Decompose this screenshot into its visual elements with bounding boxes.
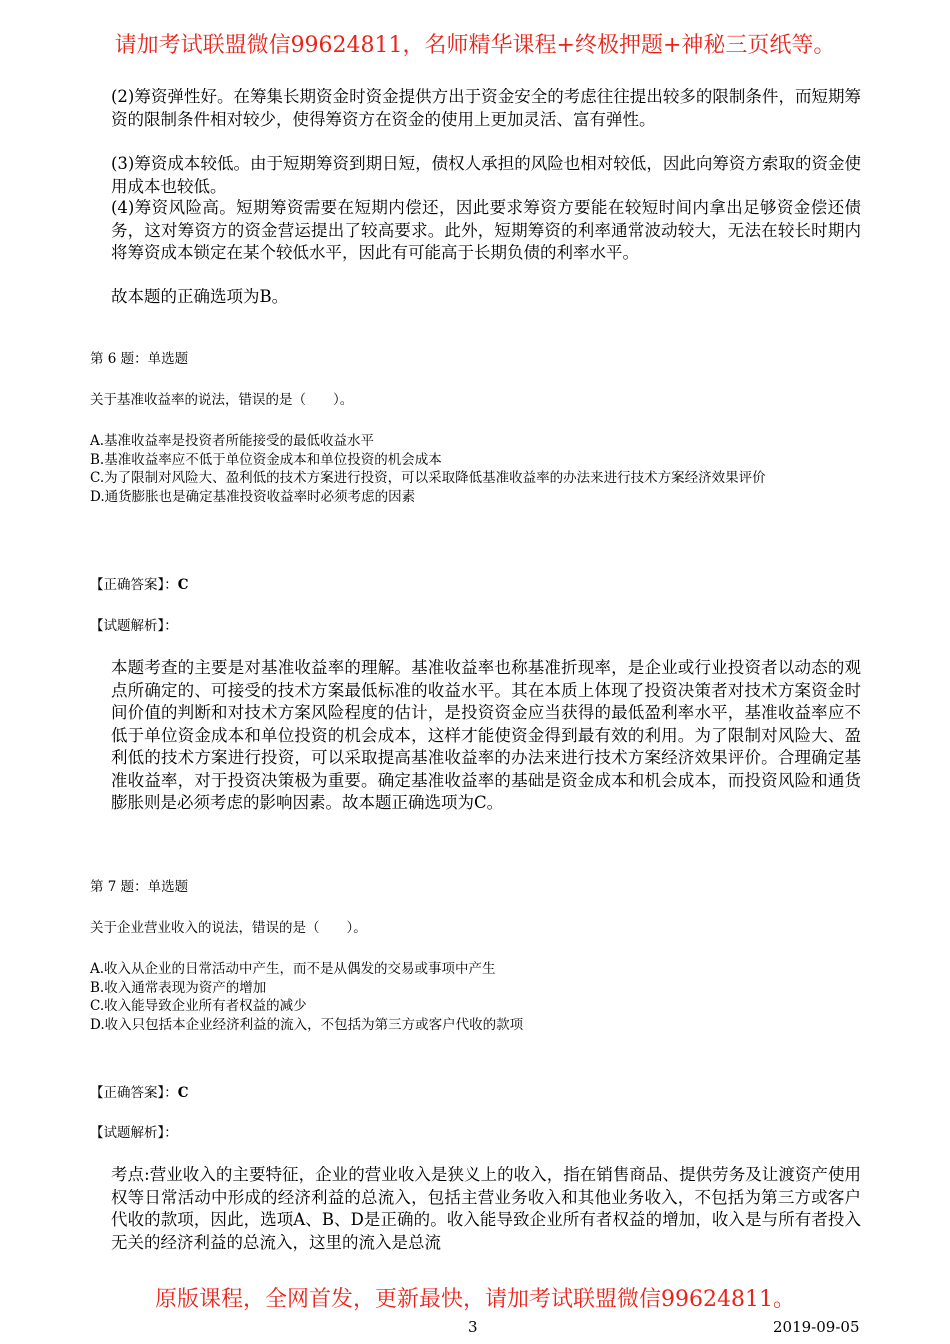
q7-option-c: C.收入能导致企业所有者权益的减少 [90, 998, 307, 1014]
page-number: 3 [468, 1318, 478, 1336]
q6-options [90, 432, 880, 506]
q6-header: 第 6 题：单选题 [90, 351, 189, 367]
q6-option-c: C.为了限制对风险大、盈利低的技术方案进行投资，可以采取降低基准收益率的办法来进行技术方案经济效果评价 [90, 470, 766, 486]
q6-answer-value: C [177, 577, 189, 593]
q7-header: 第 7 题：单选题 [90, 879, 189, 895]
q7-option-a: A.收入从企业的日常活动中产生，而不是从偶发的交易或事项中产生 [90, 961, 496, 977]
bottom-promo-banner: 原版课程，全网首发，更新最快，请加考试联盟微信99624811。 [155, 1287, 795, 1312]
q7-stem: 关于企业营业收入的说法，错误的是（ ）。 [90, 920, 367, 936]
prev-explanation-p3: (3)筹资成本较低。由于短期筹资到期日短，债权人承担的风险也相对较低，因此向筹资方索取的资金使用成本也较低。 [111, 154, 861, 196]
q6-answer-label: 【正确答案】： [90, 577, 178, 593]
q6-option-a: A.基准收益率是投资者所能接受的最低收益水平 [90, 433, 375, 449]
prev-explanation-p2: (2)筹资弹性好。在筹集长期资金时资金提供方出于资金安全的考虑往往提出较多的限制条件，而短期筹资的限制条件相对较少，使得筹资方在资金的使用上更加灵活、富有弹性。 [111, 87, 861, 129]
q7-option-d: D.收入只包括本企业经济利益的流入，不包括为第三方或客户代收的款项 [90, 1016, 524, 1033]
q7-answer [90, 1084, 870, 1103]
q7-analysis-label: 【试题解析】： [90, 1125, 178, 1141]
top-promo-banner: 请加考试联盟微信99624811，名师精华课程+终极押题+神秘三页纸等。 [114, 33, 836, 58]
q6-stem: 关于基准收益率的说法，错误的是（ ）。 [90, 392, 354, 408]
q6-analysis: 本题考查的主要是对基准收益率的理解。基准收益率也称基准折现率，是企业或行业投资者以动态的观点所确定的、可接受的技术方案最低标准的收益水平。其在本质上体现了投资决策者对技术方案资金时间价值的判断和对技术方案风险程度的估计，是投资资金应当获得的最低盈利率水平，基准收益率应不低于单位资金成本和单位投资的机会成本，这样才能使资金得到最有效的利用。为了限制对风险大、盈利低的技术方案进行投资，可以采取提高基准收益率的办法来进行技术方案经济效果评价。合理确定基准收益率，对于投资决策极为重要。确定基准收益率的基础是资金成本和机会成本，而投资风险和通货膨胀则是必须考虑的影响因素。故本题正确选项为C。 [111, 658, 861, 812]
prev-explanation-p4: (4)筹资风险高。短期筹资需要在短期内偿还，因此要求筹资方要能在较短时间内拿出足够资金偿还债务，这对筹资方的资金营运提出了较高要求。此外，短期筹资的利率通常波动较大，无法在较长时期内将筹资成本锁定在某个较低水平，因此有可能高于长期负债的利率水平。 [111, 198, 861, 262]
q7-analysis: 考点:营业收入的主要特征，企业的营业收入是狭义上的收入，指在销售商品、提供劳务及让渡资产使用权等日常活动中形成的经济利益的总流入，包括主营业务收入和其他业务收入，不包括为第三方或客户代收的款项，因此，选项A、B、D是正确的。收入能导致企业所有者权益的增加，收入是与所有者投入无关的经济利益的总流入，这里的流入是总流 [111, 1165, 861, 1252]
q6-option-b: B.基准收益率应不低于单位资金成本和单位投资的机会成本 [90, 451, 442, 468]
q6-analysis-label: 【试题解析】： [90, 618, 178, 634]
q6-answer [90, 576, 870, 595]
q6-option-d: D.通货膨胀也是确定基准投资收益率时必须考虑的因素 [90, 488, 416, 505]
footer-date: 2019-09-05 [773, 1318, 860, 1336]
prev-explanation-conclusion: 故本题的正确选项为B。 [111, 287, 289, 306]
q7-answer-value: C [177, 1085, 189, 1101]
q7-answer-label: 【正确答案】： [90, 1085, 178, 1101]
q7-option-b: B.收入通常表现为资产的增加 [90, 979, 267, 996]
q7-options [90, 960, 880, 1034]
